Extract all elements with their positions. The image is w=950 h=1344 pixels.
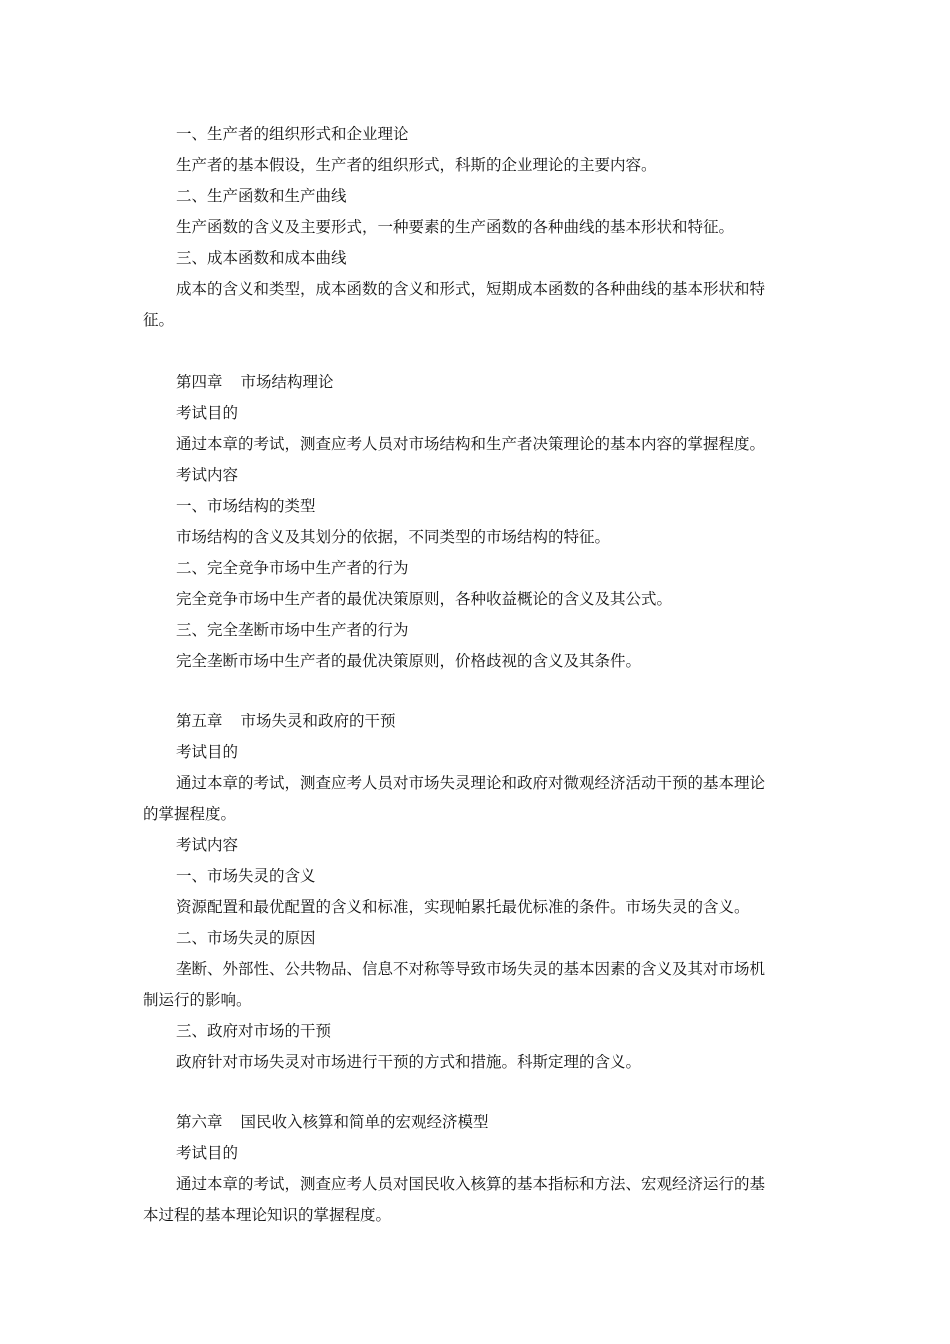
paragraph: 通过本章的考试，测查应考人员对市场结构和生产者决策理论的基本内容的掌握程度。 xyxy=(176,435,766,453)
goal-label: 考试目的 xyxy=(176,1144,239,1162)
paragraph-continuation: 的掌握程度。 xyxy=(143,805,237,823)
paragraph: 生产者的基本假设，生产者的组织形式，科斯的企业理论的主要内容。 xyxy=(176,156,657,174)
chapter-number: 第五章 xyxy=(176,712,223,730)
chapter-number: 第四章 xyxy=(176,373,223,391)
paragraph: 完全竞争市场中生产者的最优决策原则，各种收益概论的含义及其公式。 xyxy=(176,590,673,608)
chapter-title xyxy=(176,711,396,731)
content-label: 考试内容 xyxy=(176,466,239,484)
paragraph: 生产函数的含义及主要形式，一种要素的生产函数的各种曲线的基本形状和特征。 xyxy=(176,218,735,236)
section-heading: 二、生产函数和生产曲线 xyxy=(176,187,347,205)
chapter-name: 市场失灵和政府的干预 xyxy=(240,712,396,730)
section-heading: 一、市场结构的类型 xyxy=(176,497,316,515)
section-heading: 一、市场失灵的含义 xyxy=(176,867,316,885)
paragraph: 成本的含义和类型，成本函数的含义和形式，短期成本函数的各种曲线的基本形状和特 xyxy=(176,280,766,298)
goal-label: 考试目的 xyxy=(176,743,239,761)
chapter-name: 国民收入核算和简单的宏观经济模型 xyxy=(240,1113,489,1131)
section-heading: 三、完全垄断市场中生产者的行为 xyxy=(176,621,409,639)
paragraph: 市场结构的含义及其划分的依据，不同类型的市场结构的特征。 xyxy=(176,528,611,546)
content-label: 考试内容 xyxy=(176,836,239,854)
paragraph: 垄断、外部性、公共物品、信息不对称等导致市场失灵的基本因素的含义及其对市场机 xyxy=(176,960,766,978)
paragraph: 完全垄断市场中生产者的最优决策原则，价格歧视的含义及其条件。 xyxy=(176,652,642,670)
chapter-number: 第六章 xyxy=(176,1113,223,1131)
chapter-name: 市场结构理论 xyxy=(240,373,334,391)
chapter-title xyxy=(176,1112,489,1132)
paragraph: 通过本章的考试，测查应考人员对国民收入核算的基本指标和方法、宏观经济运行的基 xyxy=(176,1175,766,1193)
paragraph: 政府针对市场失灵对市场进行干预的方式和措施。科斯定理的含义。 xyxy=(176,1053,642,1071)
section-heading: 三、政府对市场的干预 xyxy=(176,1022,332,1040)
paragraph: 资源配置和最优配置的含义和标准，实现帕累托最优标准的条件。市场失灵的含义。 xyxy=(176,898,750,916)
section-heading: 三、成本函数和成本曲线 xyxy=(176,249,347,267)
paragraph-continuation: 本过程的基本理论知识的掌握程度。 xyxy=(143,1206,392,1224)
paragraph-continuation: 征。 xyxy=(143,311,175,329)
paragraph: 通过本章的考试，测查应考人员对市场失灵理论和政府对微观经济活动干预的基本理论 xyxy=(176,774,766,792)
section-heading: 二、市场失灵的原因 xyxy=(176,929,316,947)
goal-label: 考试目的 xyxy=(176,404,239,422)
section-heading: 一、生产者的组织形式和企业理论 xyxy=(176,125,409,143)
paragraph-continuation: 制运行的影响。 xyxy=(143,991,252,1009)
section-heading: 二、完全竞争市场中生产者的行为 xyxy=(176,559,409,577)
chapter-title xyxy=(176,372,334,392)
